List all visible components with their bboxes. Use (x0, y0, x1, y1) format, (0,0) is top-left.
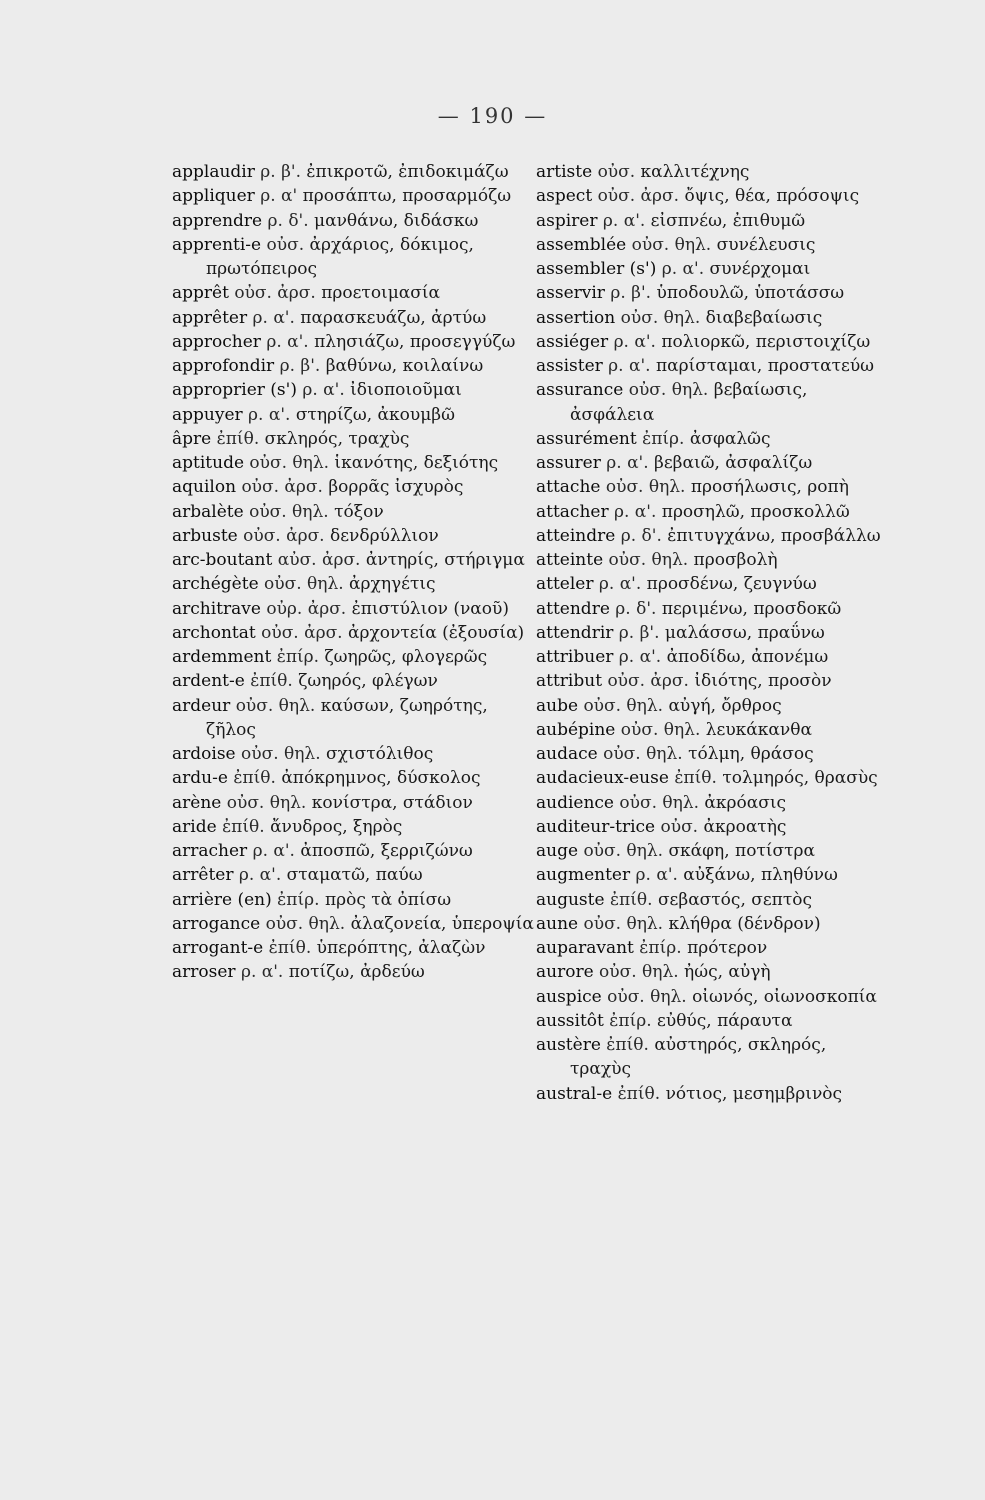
entry-definition: βεβαίωσις, ἀσφάλεια (570, 380, 808, 425)
entry-headword: attendrir (536, 622, 614, 643)
dictionary-entry (536, 160, 881, 184)
entry-definition: εὐθύς, πάραυτα (657, 1010, 793, 1031)
dictionary-entry (172, 330, 537, 354)
entry-headword: applaudir (172, 162, 255, 182)
entry-grammar: οὐσ. ἀρσ. (607, 671, 689, 692)
entry-headword: assurer (536, 453, 601, 473)
dictionary-entry (536, 985, 881, 1009)
dictionary-entry (172, 669, 537, 693)
entry-grammar: ρ. δ'. (267, 210, 309, 231)
entry-definition: ζωηρός, φλέγων (298, 671, 438, 692)
dictionary-entry (536, 669, 881, 693)
entry-definition: ἀκρόασις (704, 792, 787, 813)
entry-grammar: ἐπίθ. (222, 816, 265, 837)
entry-grammar: οὐσ. ἀρσ. (241, 477, 323, 498)
entry-definition: ἀρχηγέτις (349, 574, 436, 595)
entry-grammar: ρ. α'. (614, 501, 657, 522)
entry-headword: austère (536, 1035, 601, 1055)
entry-grammar: οὐσ. θηλ. (249, 453, 330, 473)
entry-definition: ἀκροατὴς (703, 816, 787, 837)
entry-headword: assiéger (536, 331, 609, 352)
entry-headword: aspect (536, 186, 593, 207)
dictionary-entry (536, 427, 881, 451)
entry-headword: arrêter (172, 865, 234, 886)
entry-headword: archégète (172, 574, 259, 595)
entry-definition: νότιος, μεσημβρινὸς (665, 1083, 843, 1104)
entry-headword: approcher (172, 331, 261, 352)
entry-headword: audience (536, 792, 614, 813)
entry-headword: auditeur-trice (536, 816, 656, 837)
dictionary-entry (536, 548, 881, 572)
entry-definition: ἀσφαλῶς (689, 428, 771, 449)
entry-grammar: οὐσ. θηλ. (249, 501, 329, 522)
entry-headword: arc-boutant (172, 550, 273, 570)
entry-definition: περιμένω, προσδοκῶ (661, 598, 842, 619)
entry-grammar: ἐπίθ. (617, 1083, 661, 1104)
entry-grammar: οὐσ. θηλ. (264, 574, 344, 595)
dictionary-entry (536, 475, 881, 499)
entry-definition: ποτίζω, ἀρδεύω (288, 962, 425, 983)
entry-headword: aune (536, 913, 579, 934)
entry-headword: audace (536, 744, 598, 764)
entry-grammar: ρ. α'. (661, 259, 705, 279)
entry-definition: κλήθρα (δένδρον) (668, 913, 821, 934)
entry-headword: attendre (536, 598, 610, 619)
entry-grammar: ρ. α'. (606, 453, 649, 473)
entry-grammar: οὐσ. θηλ. (620, 307, 701, 328)
entry-grammar: ρ. α'. (598, 574, 642, 595)
dictionary-entry (172, 694, 537, 743)
entry-definition: καλλιτέχνης (640, 162, 750, 182)
entry-definition: κονίστρα, στάδιον (311, 792, 473, 813)
dictionary-entry (536, 330, 881, 354)
entry-definition: ἀντηρίς, στήριγμα (365, 550, 525, 570)
entry-grammar: οὐσ. ἀρσ. (243, 525, 325, 546)
dictionary-entry (536, 354, 881, 378)
entry-headword: ardemment (172, 647, 272, 667)
entry-definition: εἰσπνέω, ἐπιθυμῶ (650, 210, 806, 231)
entry-definition: μανθάνω, διδάσκω (314, 210, 479, 231)
dictionary-entry (172, 475, 537, 499)
dictionary-entry (536, 233, 881, 257)
dictionary-entry (536, 791, 881, 815)
entry-headword: auspice (536, 986, 602, 1007)
entry-headword: arène (172, 792, 222, 813)
entry-headword: atteinte (536, 550, 604, 570)
dictionary-entry (172, 815, 537, 839)
entry-headword: assembler (s') (536, 259, 657, 279)
entry-headword: attacher (536, 501, 609, 522)
dictionary-entry (172, 645, 537, 669)
entry-grammar: ρ. β'. (610, 283, 652, 304)
entry-grammar: οὐσ. θηλ. (583, 695, 664, 716)
dictionary-entry (172, 281, 537, 305)
dictionary-entry (536, 645, 881, 669)
dictionary-entry (536, 839, 881, 863)
entry-headword: appuyer (172, 404, 243, 425)
entry-grammar: ἐπίρ. (642, 428, 685, 449)
entry-grammar: ρ. α'. (248, 404, 291, 425)
entry-definition: ἀπόκρημνος, δύσκολος (281, 768, 481, 789)
entry-definition: ζωηρῶς, φλογερῶς (324, 647, 488, 667)
entry-definition: συνέλευσις (716, 234, 816, 255)
entry-grammar: ρ. α'. (252, 307, 295, 328)
dictionary-entry (172, 378, 537, 402)
entry-grammar: ρ. α'. (252, 841, 295, 861)
dictionary-entry (536, 500, 881, 524)
right-column (536, 160, 881, 1106)
entry-definition: αὐγή, ὄρθρος (668, 695, 782, 716)
dictionary-entry (172, 742, 537, 766)
entry-grammar: ρ. α'. (238, 865, 282, 886)
entry-definition: ἀρχάριος, δόκιμος, πρωτόπειρος (206, 234, 474, 279)
entry-grammar: ἐπίρ. (277, 889, 320, 910)
entry-definition: ἀρχοντεία (ἐξουσία) (348, 622, 525, 643)
dictionary-entry (172, 572, 537, 596)
entry-definition: βεβαιῶ, ἀσφαλίζω (654, 453, 813, 473)
entry-definition: σχιστόλιθος (326, 744, 434, 764)
dictionary-entry (172, 888, 537, 912)
entry-grammar: οὐσ. θηλ. (607, 986, 687, 1007)
entry-headword: ardu-e (172, 768, 228, 789)
entry-grammar: ἐπίθ. (233, 768, 276, 789)
dictionary-entry (172, 548, 537, 572)
entry-definition: αὐστηρός, σκληρός, τραχὺς (570, 1035, 827, 1080)
entry-headword: approfondir (172, 356, 275, 376)
dictionary-entry (536, 694, 881, 718)
entry-definition: προσάπτω, προσαρμόζω (302, 186, 512, 207)
entry-grammar: ἐπίθ. (268, 938, 312, 958)
dictionary-entry (536, 1033, 881, 1082)
entry-definition: προσήλωσις, ροπὴ (690, 477, 849, 498)
entry-headword: aquilon (172, 477, 237, 498)
entry-headword: arbuste (172, 525, 238, 546)
entry-grammar: οὐσ. θηλ. (631, 234, 712, 255)
entry-grammar: οὐσ. (597, 162, 636, 182)
dictionary-entry (536, 281, 881, 305)
dictionary-entry (172, 403, 537, 427)
dictionary-entry (536, 936, 881, 960)
entry-headword: assurance (536, 380, 624, 401)
entry-grammar: ρ. δ'. (615, 598, 657, 619)
entry-grammar: ρ. α'. (302, 380, 345, 401)
entry-headword: aubépine (536, 719, 616, 740)
entry-headword: architrave (172, 598, 261, 619)
entry-grammar: ἐπίρ. (609, 1010, 652, 1031)
dictionary-entry (172, 184, 537, 208)
entry-definition: λευκάκανθα (705, 719, 812, 740)
entry-definition: πρὸς τὰ ὀπίσω (324, 889, 452, 910)
dictionary-entry (536, 1082, 881, 1106)
dictionary-entry (536, 1009, 881, 1033)
entry-definition: προσδένω, ζευγνύω (646, 574, 817, 595)
entry-grammar: ἐπίθ. (609, 889, 653, 910)
entry-definition: αὐξάνω, πληθύνω (683, 865, 838, 886)
entry-grammar: ρ. α'. (602, 210, 646, 231)
entry-definition: καύσων, ζωηρότης, ζῆλος (206, 695, 488, 740)
entry-definition: τολμηρός, θρασὺς (722, 768, 878, 789)
entry-definition: ὄψις, θέα, πρόσοψις (684, 186, 860, 207)
entry-grammar: ρ. δ'. (620, 525, 662, 546)
entry-grammar: ἐπίθ. (250, 671, 293, 692)
entry-definition: βαθύνω, κοιλαίνω (325, 356, 484, 376)
entry-headword: arracher (172, 841, 248, 861)
dictionary-entry (172, 524, 537, 548)
entry-grammar: οὐσ. θηλ. (608, 550, 689, 570)
entry-definition: τόξον (334, 501, 384, 522)
entry-grammar: ρ. α'. (618, 647, 662, 667)
entry-grammar: οὐσ. θηλ. (603, 744, 683, 764)
dictionary-entry (536, 378, 881, 427)
entry-headword: aspirer (536, 210, 598, 231)
entry-definition: ἄνυδρος, ξηρὸς (270, 816, 403, 837)
entry-definition: ἀλαζονεία, ὑπεροψία (350, 913, 534, 934)
dictionary-entry (536, 597, 881, 621)
entry-grammar: οὐσ. ἀρσ. (234, 283, 316, 304)
entry-headword: apprenti-e (172, 234, 262, 255)
entry-definition: ἀποδίδω, ἀπονέμω (666, 647, 829, 667)
entry-headword: atteler (536, 574, 594, 595)
dictionary-entry (172, 791, 537, 815)
dictionary-entry (536, 306, 881, 330)
dictionary-entry (172, 160, 537, 184)
entry-grammar: οὐσ. θηλ. (620, 719, 701, 740)
entry-grammar: αὐσ. ἀρσ. (277, 550, 361, 570)
entry-headword: aride (172, 816, 217, 837)
entry-definition: πλησιάζω, προσεγγύζω (314, 331, 516, 352)
page-number: — 190 — (437, 104, 548, 128)
dictionary-entry (536, 960, 881, 984)
entry-grammar: οὐσ. (660, 816, 699, 837)
entry-grammar: ἐπίρ. (276, 647, 320, 667)
dictionary-entry (172, 451, 537, 475)
entry-grammar: ρ. β'. (260, 162, 301, 182)
dictionary-entry (172, 306, 537, 330)
entry-grammar: οὐσ. θηλ. (605, 477, 686, 498)
entry-definition: προετοιμασία (321, 283, 440, 304)
entry-headword: attribut (536, 671, 603, 692)
entry-grammar: ἐπίθ. (674, 768, 717, 789)
entry-definition: ἱκανότης, δεξιότης (334, 453, 499, 473)
entry-grammar: οὐσ. θηλ. (583, 841, 664, 861)
entry-headword: âpre (172, 428, 212, 449)
entry-definition: οἰωνός, οἰωνοσκοπία (692, 986, 877, 1007)
entry-definition: προσηλῶ, προσκολλῶ (661, 501, 850, 522)
entry-grammar: οὐσ. θηλ. (628, 380, 709, 401)
entry-definition: ἐπιστύλιον (ναοῦ) (351, 598, 509, 619)
entry-headword: ardent-e (172, 671, 245, 692)
entry-definition: παρίσταμαι, προστατεύω (655, 356, 875, 376)
entry-grammar: οὐσ. ἀρσ. (261, 622, 343, 643)
dictionary-entry (536, 766, 881, 790)
entry-grammar: οὐσ. (266, 234, 305, 255)
entry-definition: βορρᾶς ἰσχυρὸς (328, 477, 464, 498)
entry-headword: approprier (s') (172, 380, 297, 401)
entry-definition: μαλάσσω, πραΰνω (664, 622, 825, 643)
entry-headword: arrogance (172, 913, 261, 934)
entry-grammar: ρ. α'. (608, 356, 651, 376)
entry-grammar: ρ. β'. (618, 622, 660, 643)
entry-headword: ardeur (172, 695, 231, 716)
entry-headword: apprêter (172, 307, 248, 328)
entry-headword: artiste (536, 162, 593, 182)
entry-definition: ἰδιοποιοῦμαι (350, 380, 462, 401)
entry-headword: arbalète (172, 501, 244, 522)
entry-definition: ὑποδουλῶ, ὑποτάσσω (656, 283, 845, 304)
entry-definition: πολιορκῶ, περιστοιχίζω (661, 331, 871, 352)
entry-headword: apprêt (172, 283, 229, 304)
entry-grammar: οὐσ. θηλ. (619, 792, 699, 813)
entry-grammar: ἐπίθ. (216, 428, 260, 449)
entry-headword: aube (536, 695, 579, 716)
entry-grammar: ρ. α'. (635, 865, 678, 886)
dictionary-entry (172, 427, 537, 451)
entry-definition: ἐπιτυγχάνω, προσβάλλω (667, 525, 881, 546)
entry-grammar: ρ. β'. (279, 356, 321, 376)
dictionary-entry (172, 209, 537, 233)
dictionary-entry (172, 863, 537, 887)
entry-definition: ἰδιότης, προσὸν (694, 671, 832, 692)
entry-definition: δενδρύλλιον (330, 525, 439, 546)
dictionary-entry (172, 233, 537, 282)
entry-grammar: ἐπίθ. (606, 1035, 649, 1055)
entry-grammar: οὐσ. θηλ. (235, 695, 316, 716)
entry-grammar: ρ. α' (260, 186, 298, 207)
entry-headword: assemblée (536, 234, 627, 255)
entry-definition: συνέρχομαι (709, 259, 811, 279)
entry-definition: σταματῶ, παύω (286, 865, 423, 886)
entry-grammar: ρ. α'. (613, 331, 656, 352)
entry-headword: arrière (en) (172, 889, 272, 910)
dictionary-entry (536, 451, 881, 475)
entry-headword: attribuer (536, 647, 614, 667)
entry-definition: διαβεβαίωσις (705, 307, 823, 328)
dictionary-entry (536, 524, 881, 548)
dictionary-entry (536, 621, 881, 645)
dictionary-entry (536, 572, 881, 596)
entry-grammar: οὐσ. θηλ. (265, 913, 346, 934)
entry-definition: ὑπερόπτης, ἀλαζὼν (316, 938, 486, 958)
entry-definition: ἠώς, αὐγὴ (684, 962, 771, 983)
dictionary-entry (536, 742, 881, 766)
entry-headword: austral-e (536, 1083, 613, 1104)
entry-headword: arrogant-e (172, 938, 264, 958)
entry-definition: σκάφη, ποτίστρα (668, 841, 816, 861)
entry-grammar: οὐσ. θηλ. (583, 913, 664, 934)
entry-headword: ardoise (172, 744, 236, 764)
entry-headword: audacieux-euse (536, 768, 669, 789)
entry-grammar: οὐσ. ἀρσ. (597, 186, 680, 207)
entry-headword: archontat (172, 622, 256, 643)
entry-definition: πρότερον (687, 938, 768, 958)
entry-grammar: ρ. α'. (240, 962, 284, 983)
entry-headword: auguste (536, 889, 605, 910)
entry-grammar: οὐρ. ἀρσ. (266, 598, 347, 619)
dictionary-entry (536, 888, 881, 912)
entry-headword: asservir (536, 283, 605, 304)
entry-headword: assurément (536, 428, 637, 449)
dictionary-entry (536, 209, 881, 233)
entry-grammar: οὐσ. θηλ. (226, 792, 307, 813)
entry-grammar: οὐσ. θηλ. (599, 962, 679, 983)
entry-headword: assister (536, 356, 603, 376)
entry-grammar: οὐσ. θηλ. (241, 744, 321, 764)
entry-definition: παρασκευάζω, ἀρτύω (300, 307, 487, 328)
entry-definition: τόλμη, θράσος (688, 744, 814, 764)
entry-headword: aptitude (172, 453, 245, 473)
entry-grammar: ρ. α'. (266, 331, 309, 352)
entry-headword: auge (536, 841, 579, 861)
left-column (172, 160, 537, 985)
dictionary-entry (172, 621, 537, 645)
dictionary-entry (536, 184, 881, 208)
entry-definition: σεβαστός, σεπτὸς (657, 889, 812, 910)
dictionary-entry (536, 815, 881, 839)
dictionary-entry (536, 912, 881, 936)
dictionary-entry (172, 936, 537, 960)
dictionary-entry (172, 597, 537, 621)
entry-definition: προσβολὴ (693, 550, 778, 570)
dictionary-entry (172, 354, 537, 378)
dictionary-entry (536, 257, 881, 281)
entry-headword: arroser (172, 962, 236, 983)
dictionary-entry (536, 718, 881, 742)
entry-headword: aurore (536, 962, 594, 983)
dictionary-entry (536, 863, 881, 887)
entry-headword: apprendre (172, 210, 263, 231)
entry-definition: στηρίζω, ἀκουμβῶ (295, 404, 455, 425)
entry-headword: attache (536, 477, 601, 498)
dictionary-entry (172, 839, 537, 863)
dictionary-entry (172, 766, 537, 790)
entry-definition: ἐπικροτῶ, ἐπιδοκιμάζω (306, 162, 509, 182)
dictionary-entry (172, 500, 537, 524)
entry-grammar: ἐπίρ. (639, 938, 682, 958)
entry-headword: assertion (536, 307, 616, 328)
entry-headword: augmenter (536, 865, 631, 886)
dictionary-entry (172, 912, 537, 936)
entry-headword: appliquer (172, 186, 255, 207)
entry-definition: ἀποσπῶ, ξερριζώνω (300, 841, 473, 861)
dictionary-entry (172, 960, 537, 984)
entry-definition: σκληρός, τραχὺς (264, 428, 410, 449)
entry-headword: aussitôt (536, 1010, 604, 1031)
entry-headword: atteindre (536, 525, 616, 546)
entry-headword: auparavant (536, 938, 634, 958)
